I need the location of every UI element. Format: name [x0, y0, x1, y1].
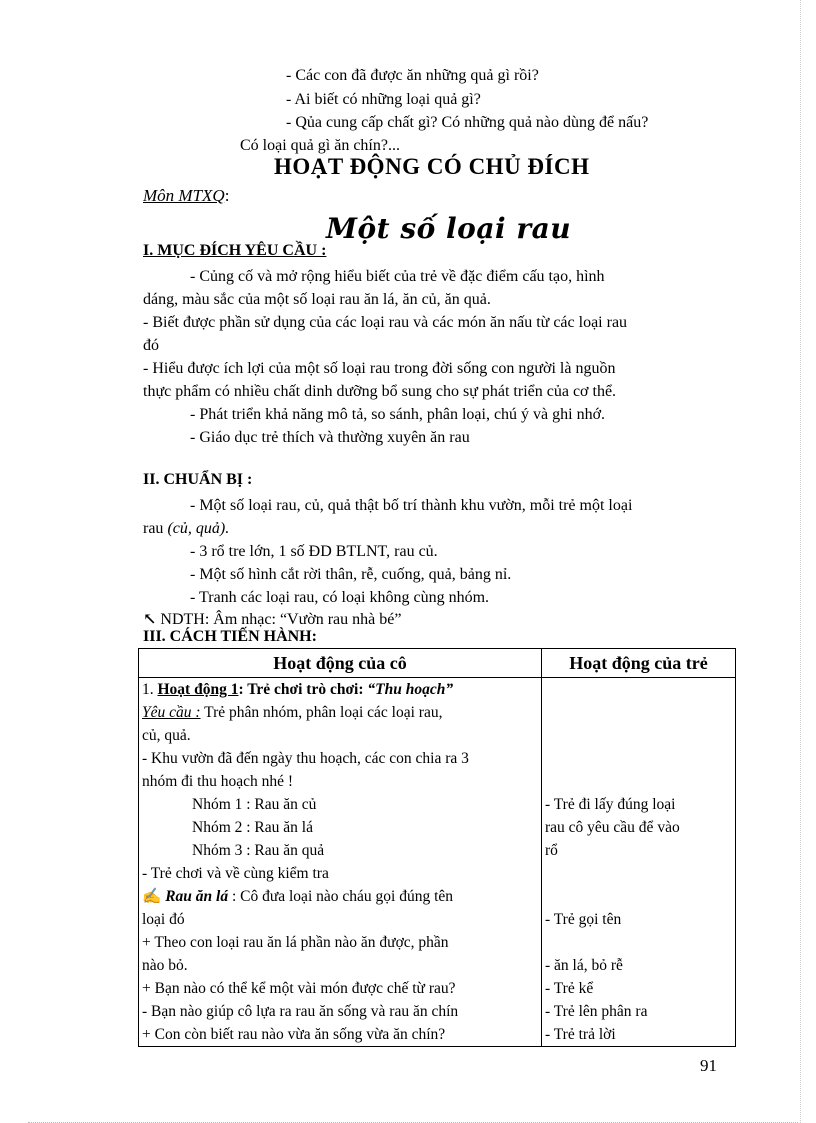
- group-line: Nhóm 3 : Rau ăn quả: [192, 842, 325, 859]
- child-line: rổ: [545, 842, 558, 859]
- teacher-line: nào bỏ.: [142, 957, 188, 974]
- teacher-line: nhóm đi thu hoạch nhé !: [142, 773, 294, 790]
- page-number: 91: [700, 1056, 717, 1075]
- teacher-activity-cell: [139, 678, 542, 1047]
- section-1-line: đó: [143, 337, 159, 354]
- writing-hand-icon: ✍: [142, 888, 162, 905]
- teacher-line: loại đó: [142, 911, 185, 928]
- group-line: Nhóm 2 : Rau ăn lá: [192, 819, 313, 836]
- section-3-title: III. CÁCH TIẾN HÀNH:: [143, 628, 317, 645]
- child-line: - Trẻ gọi tên: [545, 911, 622, 928]
- section-2-line: - Tranh các loại rau, có loại không cùng nhóm.: [190, 589, 490, 606]
- section-2-title: II. CHUẨN BỊ :: [143, 471, 253, 488]
- page-edge-rule-right: [800, 0, 801, 1123]
- intro-question-2: - Ai biết có những loại quả gì?: [286, 91, 481, 108]
- child-activity-cell: [542, 678, 736, 1047]
- arrow-icon: ↖: [143, 611, 157, 628]
- teacher-line: - Khu vườn đã đến ngày thu hoạch, các con chia ra 3: [142, 750, 469, 767]
- table-header-row: [139, 649, 736, 678]
- intro-question-4: Có loại quả gì ăn chín?...: [240, 137, 400, 154]
- section-1-line: dáng, màu sắc của một số loại rau ăn lá, ăn củ, ăn quả.: [143, 291, 491, 308]
- requirement-line: [142, 701, 538, 724]
- activity-game: “Thu hoạch”: [367, 681, 454, 698]
- requirement-label: Yêu cầu :: [142, 704, 201, 721]
- teacher-line: + Con còn biết rau nào vừa ăn sống vừa ăn chín?: [142, 1026, 446, 1043]
- section-1-line: - Giáo dục trẻ thích và thường xuyên ăn rau: [190, 429, 470, 446]
- teacher-line: - Bạn nào giúp cô lựa ra rau ăn sống và rau ăn chín: [142, 1003, 459, 1020]
- child-line: - Trẻ lên phân ra: [545, 1003, 648, 1020]
- child-line: - ăn lá, bỏ rễ: [545, 957, 623, 974]
- teacher-line: + Bạn nào có thể kể một vài món được chế từ rau?: [142, 980, 456, 997]
- section-2-line-text: rau: [143, 520, 168, 537]
- activity-title-line: [142, 678, 538, 701]
- leaf-text: : Cô đưa loại nào cháu gọi đúng tên: [228, 888, 454, 905]
- intro-question-3: - Qủa cung cấp chất gì? Có những quả nào dùng để nấu?: [286, 114, 649, 131]
- group-line: Nhóm 1 : Rau ăn củ: [192, 796, 317, 813]
- section-1-line: - Phát triển khả năng mô tả, so sánh, phân loại, chú ý và ghi nhớ.: [190, 406, 606, 423]
- section-1-line: - Biết được phần sử dụng của các loại rau và các món ăn nấu từ các loại rau: [143, 314, 628, 331]
- activity-table: [138, 648, 736, 1047]
- child-line: rau cô yêu cầu để vào: [545, 819, 680, 836]
- subject-line: [143, 186, 229, 206]
- activity-label: Hoạt động 1: [157, 681, 239, 698]
- section-2-line: - 3 rổ tre lớn, 1 số ĐD BTLNT, rau củ.: [190, 543, 438, 560]
- page-heading: HOẠT ĐỘNG CÓ CHỦ ĐÍCH: [274, 154, 590, 179]
- section-1-line: thực phẩm có nhiều chất dinh dưỡng bổ sung cho sự phát triển của cơ thể.: [143, 383, 617, 400]
- teacher-column-header: Hoạt động của cô: [139, 649, 542, 678]
- activity-rest: : Trẻ chơi trò chơi:: [238, 681, 368, 698]
- section-2-line: [143, 517, 229, 540]
- child-line: - Trẻ trả lời: [545, 1026, 616, 1043]
- section-1-line: - Củng cố và mở rộng hiểu biết của trẻ về đặc điểm cấu tạo, hình: [190, 268, 605, 285]
- subject-colon: :: [224, 186, 230, 205]
- child-line: - Trẻ đi lấy đúng loại: [545, 796, 676, 813]
- subject-label: Môn MTXQ: [143, 186, 225, 205]
- ndth-text: NDTH: Âm nhạc: “Vườn rau nhà bé”: [160, 611, 402, 628]
- teacher-line: + Theo con loại rau ăn lá phần nào ăn được, phần: [142, 934, 449, 951]
- section-1-line: - Hiểu được ích lợi của một số loại rau trong đời sống con người là nguồn: [143, 360, 616, 377]
- requirement-text: Trẻ phân nhóm, phân loại các loại rau,: [200, 704, 443, 721]
- section-1-title: [143, 242, 326, 260]
- leaf-label: Rau ăn lá: [165, 888, 229, 905]
- section-2-line-italic: (củ, quả).: [167, 520, 230, 537]
- section-2-line: - Một số loại rau, củ, quả thật bố trí thành khu vườn, mỗi trẻ một loại: [190, 497, 633, 514]
- section-1-title-text: I. MỤC ĐÍCH YÊU CẦU :: [143, 242, 327, 259]
- child-column-header: Hoạt động của trẻ: [542, 649, 736, 678]
- child-line: - Trẻ kể: [545, 980, 594, 997]
- activity-number: 1.: [142, 681, 158, 698]
- leaf-line: [142, 885, 538, 908]
- intro-question-1: - Các con đã được ăn những quả gì rồi?: [286, 67, 539, 84]
- teacher-line: - Trẻ chơi và về cùng kiểm tra: [142, 865, 329, 882]
- teacher-line: củ, quả.: [142, 727, 191, 744]
- table-row: [139, 678, 736, 1047]
- lesson-title: Một số loại rau: [326, 212, 572, 245]
- section-2-line: - Một số hình cắt rời thân, rễ, cuống, quả, bảng nỉ.: [190, 566, 512, 583]
